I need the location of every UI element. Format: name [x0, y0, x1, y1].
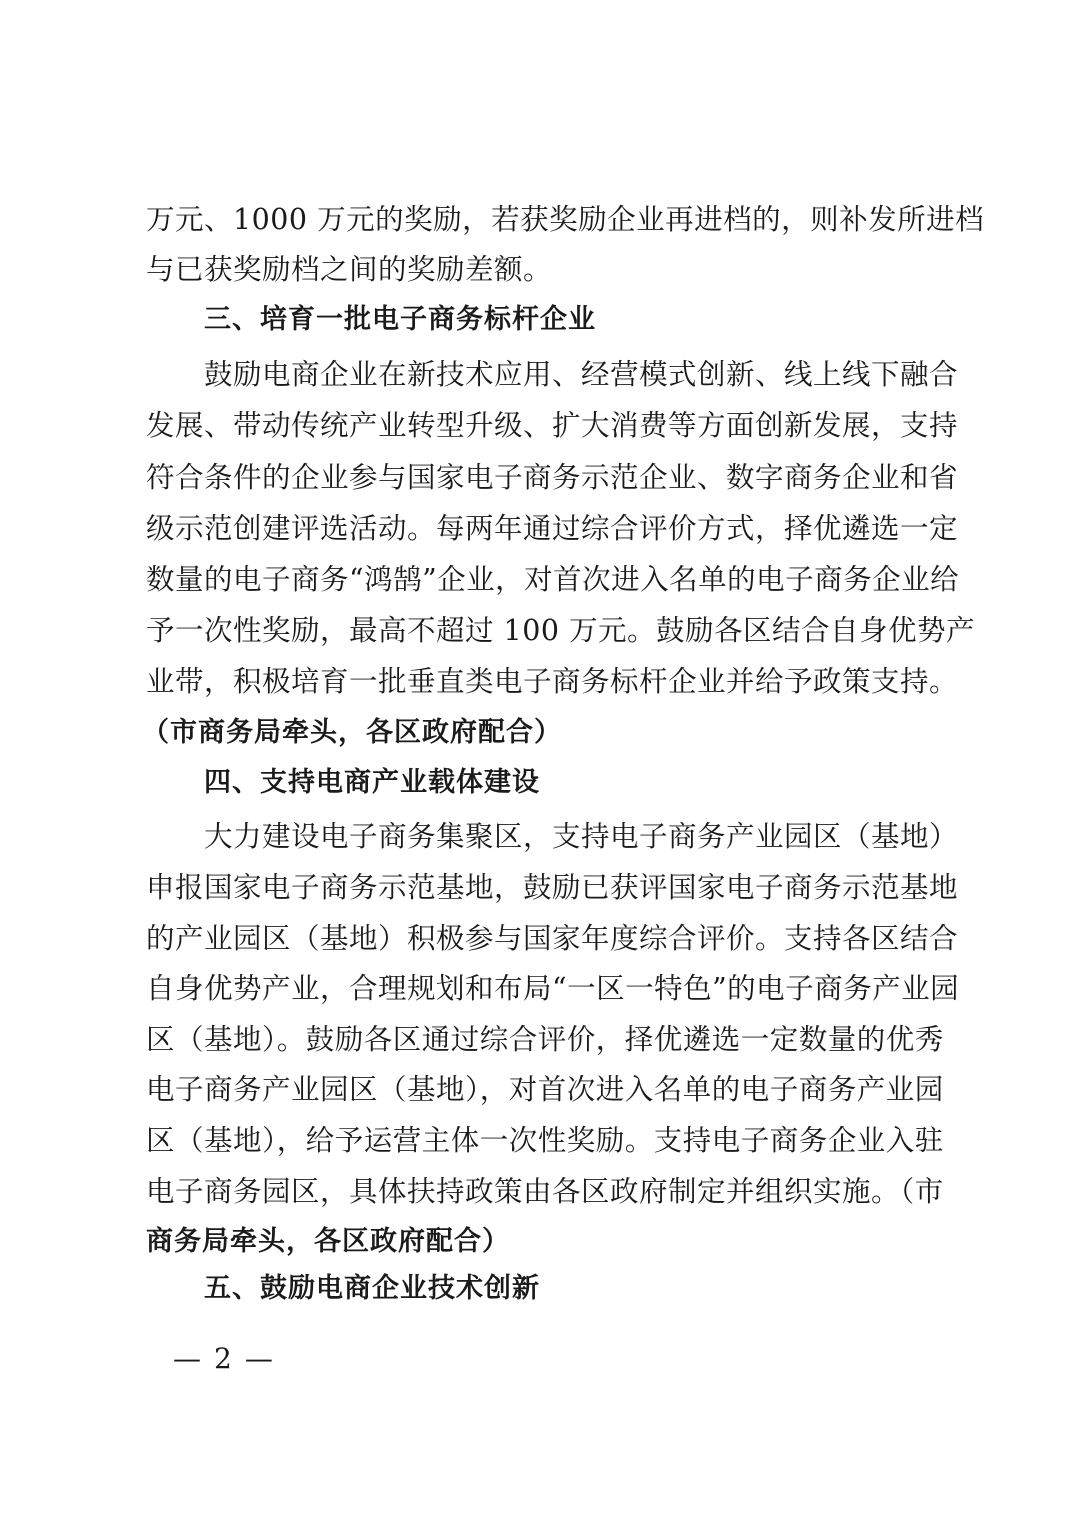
body-line: 鼓励电商企业在新技术应用、经营模式创新、线上线下融合: [204, 358, 959, 391]
body-line: 区（基地）。鼓励各区通过综合评价，择优遴选一定数量的优秀: [146, 1023, 944, 1056]
body-line: 万元、1000 万元的奖励，若获奖励企业再进档的，则补发所进档: [146, 203, 985, 236]
body-line: 业带，积极培育一批垂直类电子商务标杆企业并给予政策支持。: [146, 665, 959, 698]
body-line: 申报国家电子商务示范基地，鼓励已获评国家电子商务示范基地: [146, 871, 959, 904]
body-line: 予一次性奖励，最高不超过 100 万元。鼓励各区结合自身优势产: [146, 614, 976, 647]
body-line: 发展、带动传统产业转型升级、扩大消费等方面创新发展，支持: [146, 409, 959, 442]
section-heading-5: 五、鼓励电商企业技术创新: [204, 1273, 540, 1304]
responsibility-note: 商务局牵头，各区政府配合）: [146, 1226, 510, 1257]
section-heading-3: 三、培育一批电子商务标杆企业: [204, 304, 596, 335]
body-line: 数量的电子商务“鸿鹄”企业，对首次进入名单的电子商务企业给: [146, 563, 960, 596]
page-number: [170, 1342, 276, 1376]
page-number-dash-left: —: [173, 1342, 201, 1375]
body-line: 区（基地），给予运营主体一次性奖励。支持电子商务企业入驻: [146, 1124, 944, 1157]
body-line: 与已获奖励档之间的奖励差额。: [146, 253, 553, 286]
page-number-dash-right: —: [244, 1342, 273, 1375]
body-line: 大力建设电子商务集聚区，支持电子商务产业园区（基地）: [204, 820, 959, 853]
body-line: 电子商务产业园区（基地），对首次进入名单的电子商务产业园: [146, 1073, 944, 1106]
page-number-value: 2: [214, 1342, 232, 1375]
body-line: 自身优势产业，合理规划和布局“一区一特色”的电子商务产业园: [146, 972, 960, 1005]
body-line: 电子商务园区，具体扶持政策由各区政府制定并组织实施。（市: [146, 1175, 944, 1208]
section-heading-4: 四、支持电商产业载体建设: [204, 767, 540, 798]
body-line: 级示范创建评选活动。每两年通过综合评价方式，择优遴选一定: [146, 512, 959, 545]
responsibility-note: （市商务局牵头，各区政府配合）: [142, 717, 562, 748]
body-line: 的产业园区（基地）积极参与国家年度综合评价。支持各区结合: [146, 922, 959, 955]
body-line: 符合条件的企业参与国家电子商务示范企业、数字商务企业和省: [146, 461, 959, 494]
